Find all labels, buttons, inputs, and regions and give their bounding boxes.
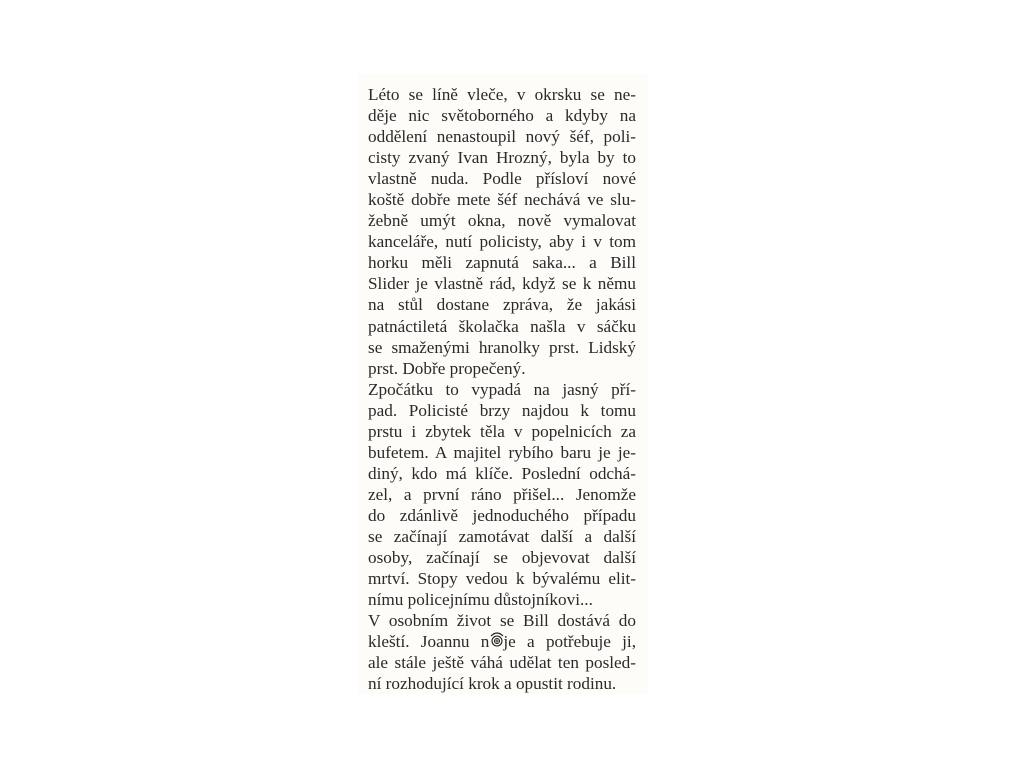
paragraph-2 (368, 379, 636, 611)
text-fragment: je a potřebuje ji, (503, 632, 636, 652)
text-line: pad. Policisté brzy najdou k tomu (368, 400, 636, 420)
text-line: Léto se líně vleče, v okrsku se ne- (368, 85, 636, 104)
text-line: prst. Dobře propečený. (368, 358, 526, 378)
text-line: mrtví. Stopy vedou k bývalému elit- (368, 569, 636, 589)
text-line (368, 610, 636, 631)
text-line: oddělení nenastoupil nový šéf, poli- (368, 127, 636, 147)
text-line: nímu policejnímu důstojníkovi... (368, 590, 593, 610)
text-line: do zdánlivě jednoduchého případu (368, 505, 636, 525)
text-line: osoby, začínají se objevovat další (368, 548, 636, 568)
blurb-text (368, 84, 636, 694)
text-line: zel, a první ráno přišel... Jenomže (368, 484, 636, 504)
text-line: Zpočátku to vypadá na jasný pří- (368, 379, 636, 399)
text-line: Slider je vlastně rád, když se k němu (368, 274, 636, 294)
text-line: bufetem. A majitel rybího baru je je- (368, 442, 636, 462)
text-line: se smaženými hranolky prst. Lidský (368, 337, 636, 357)
paragraph-1 (368, 84, 636, 379)
text-line: děje nic světoborného a kdyby na (368, 106, 636, 126)
text-line: cisty zvaný Ivan Hrozný, byla by to (368, 148, 636, 168)
text-line: prstu i zbytek těla v popelnicích za (368, 421, 636, 441)
text-line: žebně umýt okna, nově vymalovat (368, 211, 636, 231)
text-fragment: V osobním život (368, 611, 492, 631)
text-line: kanceláře, nutí policisty, aby i v tom (368, 232, 636, 252)
text-line: horku měli zapnutá saka... a Bill (368, 253, 636, 273)
paragraph-3 (368, 610, 636, 694)
text-line: vlastně nuda. Podle přísloví nové (368, 169, 636, 189)
text-line: na stůl dostane zpráva, že jakási (368, 295, 636, 315)
text-fragment: kleští. Joannu n (368, 632, 490, 652)
seal-stamp-icon (489, 634, 503, 648)
text-line: se začínají zamotávat další a další (368, 526, 636, 546)
text-line: patnáctiletá školačka našla v sáčku (368, 316, 636, 336)
text-line: diný, kdo má klíče. Poslední odchá- (368, 463, 636, 483)
text-line (368, 631, 636, 652)
text-line: ní rozhodující krok a opustit rodinu. (368, 674, 617, 694)
text-line: ale stále ještě váhá udělat ten posled- (368, 653, 636, 673)
text-fragment: se Bill dostává do (491, 611, 636, 631)
text-line: koště dobře mete šéf nechává ve slu- (368, 190, 636, 210)
